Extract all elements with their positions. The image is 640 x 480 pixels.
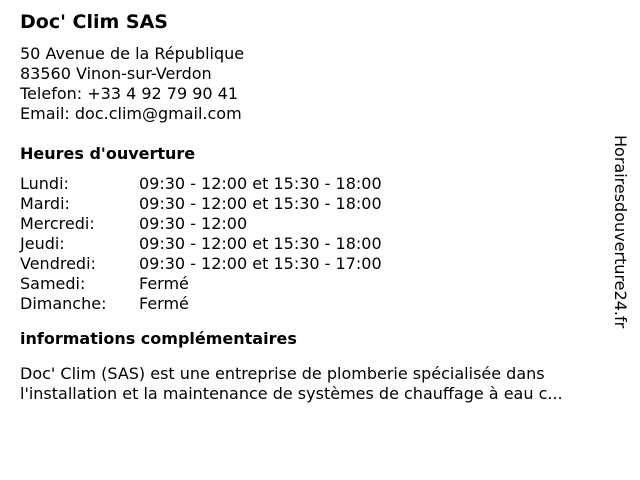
day-label: Dimanche: <box>20 294 107 313</box>
time-value: 09:30 - 12:00 <box>139 214 248 233</box>
day-label: Mercredi: <box>20 214 95 233</box>
time-value: 09:30 - 12:00 et 15:30 - 17:00 <box>139 254 382 273</box>
opening-hours-table <box>20 174 605 314</box>
hours-row-thursday <box>20 234 605 254</box>
hours-row-tuesday <box>20 194 605 214</box>
info-heading: informations complémentaires <box>20 329 297 348</box>
time-value: 09:30 - 12:00 et 15:30 - 18:00 <box>139 194 382 213</box>
day-label: Mardi: <box>20 194 70 213</box>
hours-row-friday <box>20 254 605 274</box>
hours-heading: Heures d'ouverture <box>20 144 196 163</box>
hours-row-wednesday <box>20 214 605 234</box>
info-line-2: l'installation et la maintenance de systèmes de chauffage à eau c... <box>20 384 563 403</box>
day-label: Lundi: <box>20 174 69 193</box>
info-description <box>20 364 605 404</box>
email-address: Email: doc.clim@gmail.com <box>20 104 242 123</box>
business-card <box>20 10 605 404</box>
business-name: Doc' Clim SAS <box>20 11 168 33</box>
site-watermark: Horairesdouverture24.fr <box>611 135 630 329</box>
hours-row-monday <box>20 174 605 194</box>
day-label: Samedi: <box>20 274 86 293</box>
time-value: Fermé <box>139 274 189 293</box>
contact-block <box>20 44 605 124</box>
address-city: 83560 Vinon-sur-Verdon <box>20 64 212 83</box>
phone-number: Telefon: +33 4 92 79 90 41 <box>20 84 239 103</box>
hours-row-saturday <box>20 274 605 294</box>
address-street: 50 Avenue de la République <box>20 44 245 63</box>
time-value: 09:30 - 12:00 et 15:30 - 18:00 <box>139 234 382 253</box>
day-label: Vendredi: <box>20 254 96 273</box>
info-line-1: Doc' Clim (SAS) est une entreprise de plomberie spécialisée dans <box>20 364 545 383</box>
hours-row-sunday <box>20 294 605 314</box>
time-value: Fermé <box>139 294 189 313</box>
time-value: 09:30 - 12:00 et 15:30 - 18:00 <box>139 174 382 193</box>
day-label: Jeudi: <box>20 234 65 253</box>
